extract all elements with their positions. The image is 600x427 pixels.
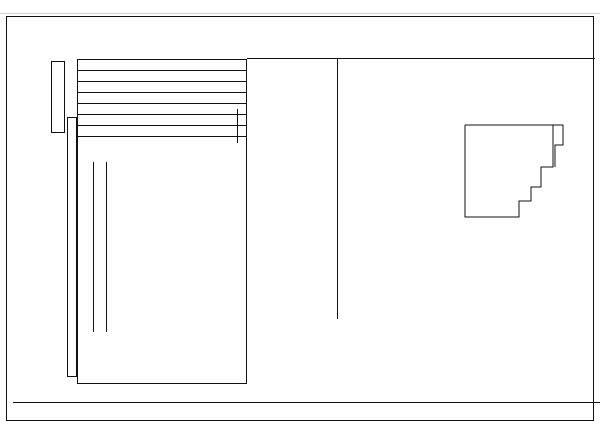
document-frame [6,16,594,421]
left-side-label [15,55,33,195]
floor-plan [459,115,571,219]
table-row [78,60,246,71]
vertical-column [67,117,77,377]
table-row [78,115,246,126]
north-arrow-stem [237,109,238,143]
table-row [78,137,246,147]
left-data-table [77,59,247,384]
table-row [78,126,246,137]
table-row [78,93,246,104]
north-arrow-cross [231,125,243,126]
bottom-table [13,342,253,402]
right-header [247,47,595,59]
table-row [78,82,246,93]
mid-area [247,59,338,319]
left-side-box [51,61,65,133]
table-row [78,71,246,82]
footer [13,402,600,423]
top-info-bar [0,0,600,14]
table-row [78,104,246,115]
